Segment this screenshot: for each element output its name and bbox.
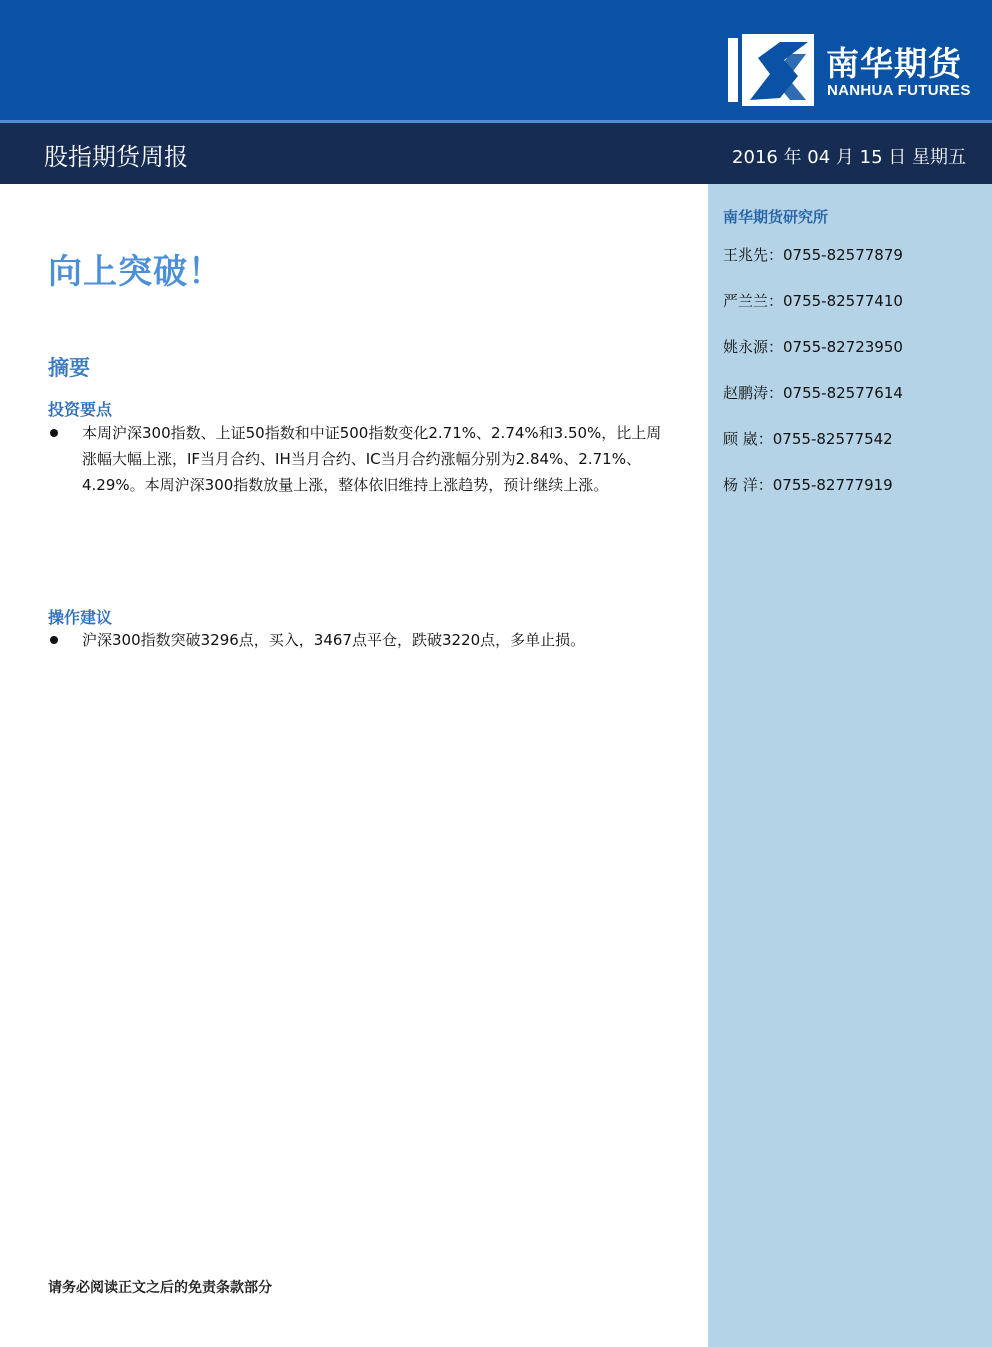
contact-item: 顾 崴：0755-82577542 — [723, 430, 893, 448]
logo-name-cn: 南华期货 — [826, 44, 962, 83]
operation-heading: 操作建议 — [48, 608, 113, 627]
contact-item: 姚永源：0755-82723950 — [723, 338, 903, 356]
contact-item: 严兰兰：0755-82577410 — [723, 292, 903, 310]
contact-item: 赵鹏涛：0755-82577614 — [723, 384, 903, 402]
summary-heading: 摘要 — [48, 356, 90, 380]
bullet-icon — [50, 636, 58, 644]
report-type: 股指期货周报 — [44, 143, 188, 171]
contact-item: 杨 洋：0755-82777919 — [723, 476, 893, 494]
operation-paragraph: 沪深300指数突破3296点，买入，3467点平仓，跌破3220点，多单止损。 — [82, 631, 586, 649]
title-bar — [0, 123, 992, 184]
contact-sidebar — [708, 184, 992, 1347]
header-banner — [0, 0, 992, 120]
contact-item: 王兆先：0755-82577879 — [723, 246, 903, 264]
disclaimer-note: 请务必阅读正文之后的免责条款部分 — [48, 1280, 272, 1296]
institute-name: 南华期货研究所 — [723, 208, 829, 226]
investment-paragraph: 本周沪深300指数、上证50指数和中证500指数变化2.71%、2.74%和3.50%，比上周涨幅大幅上涨，IF当月合约、IH当月合约、IC当月合约涨幅分别为2.84%、2.71%、4.29%。本周沪深300指数放量上涨，整体依旧维持上涨趋势，预计继续上涨。 — [82, 424, 662, 494]
report-date: 2016 年 04 月 15 日 星期五 — [732, 147, 966, 168]
investment-heading: 投资要点 — [48, 400, 113, 419]
bullet-icon — [50, 429, 58, 437]
company-logo — [728, 34, 978, 106]
nanhua-logo-icon — [728, 34, 814, 106]
logo-name-en: NANHUA FUTURES — [827, 82, 971, 99]
report-headline: 向上突破！ — [48, 252, 223, 292]
